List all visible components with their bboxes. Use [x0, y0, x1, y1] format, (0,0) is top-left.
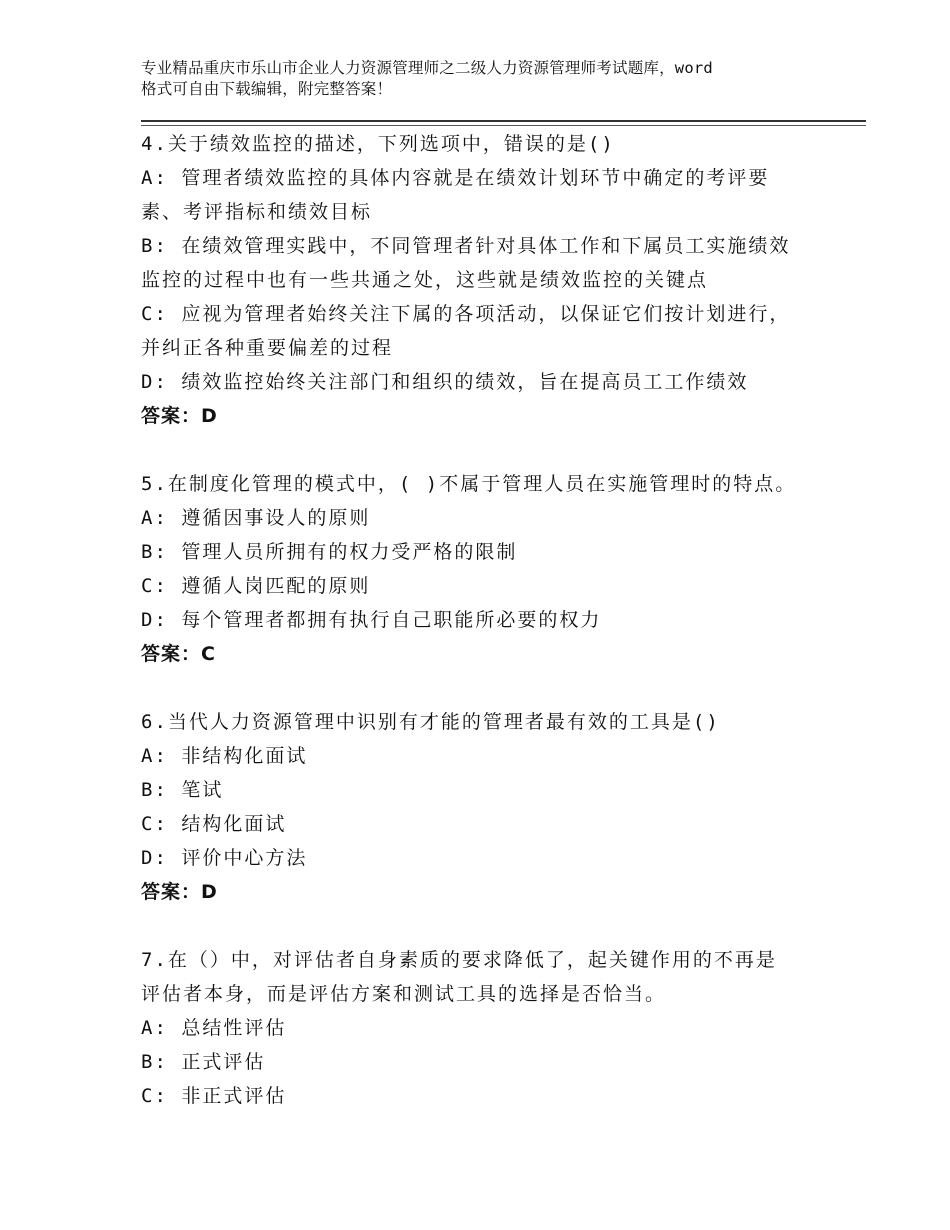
question-stem: 5.在制度化管理的模式中，( )不属于管理人员在实施管理时的特点。	[141, 473, 797, 495]
option-line: 监控的过程中也有一些共通之处，这些就是绩效监控的关键点	[141, 269, 709, 291]
document-header	[141, 58, 831, 100]
option-c: C: 非正式评估	[141, 1085, 287, 1107]
option-line: 并纠正各种重要偏差的过程	[141, 337, 394, 359]
option-c: C: 遵循人岗匹配的原则	[141, 575, 371, 597]
question-stem: 4.关于绩效监控的描述，下列选项中，错误的是()	[141, 133, 615, 155]
option-a: A: 总结性评估	[141, 1017, 287, 1039]
option-b: B: 管理人员所拥有的权力受严格的限制	[141, 541, 518, 563]
option-a: A: 遵循因事设人的原则	[141, 507, 371, 529]
option-line: D: 绩效监控始终关注部门和组织的绩效，旨在提高员工工作绩效	[141, 371, 749, 393]
question-stem: 6.当代人力资源管理中识别有才能的管理者最有效的工具是()	[141, 711, 720, 733]
option-d: D: 评价中心方法	[141, 847, 308, 869]
header-divider-thin	[141, 125, 866, 126]
option-d: D: 每个管理者都拥有执行自己职能所必要的权力	[141, 609, 602, 631]
option-a	[141, 161, 821, 229]
option-d	[141, 365, 821, 399]
header-line-1: 专业精品重庆市乐山市企业人力资源管理师之二级人力资源管理师考试题库，word	[141, 59, 713, 77]
question-4	[141, 127, 821, 433]
answer-label: 答案：D	[141, 405, 218, 427]
option-c	[141, 297, 821, 365]
question-stem: 评估者本身，而是评估方案和测试工具的选择是否恰当。	[141, 983, 667, 1005]
option-line: C: 应视为管理者始终关注下属的各项活动，以保证它们按计划进行，	[141, 303, 791, 325]
question-list	[141, 127, 821, 1113]
option-b: B: 笔试	[141, 779, 224, 801]
option-line: A: 管理者绩效监控的具体内容就是在绩效计划环节中确定的考评要	[141, 167, 770, 189]
answer-label: 答案：C	[141, 643, 216, 665]
header-line-2: 格式可自由下载编辑，附完整答案！	[141, 80, 393, 98]
question-7	[141, 943, 821, 1113]
header-divider-thick	[141, 120, 866, 122]
option-a: A: 非结构化面试	[141, 745, 308, 767]
option-c: C: 结构化面试	[141, 813, 287, 835]
question-stem: 7.在（）中，对评估者自身素质的要求降低了，起关键作用的不再是	[141, 949, 777, 971]
question-5	[141, 467, 821, 671]
option-b: B: 正式评估	[141, 1051, 266, 1073]
question-6	[141, 705, 821, 909]
option-line: B: 在绩效管理实践中，不同管理者针对具体工作和下属员工实施绩效	[141, 235, 791, 257]
answer-label: 答案：D	[141, 881, 218, 903]
option-b	[141, 229, 821, 297]
option-line: 素、考评指标和绩效目标	[141, 201, 373, 223]
